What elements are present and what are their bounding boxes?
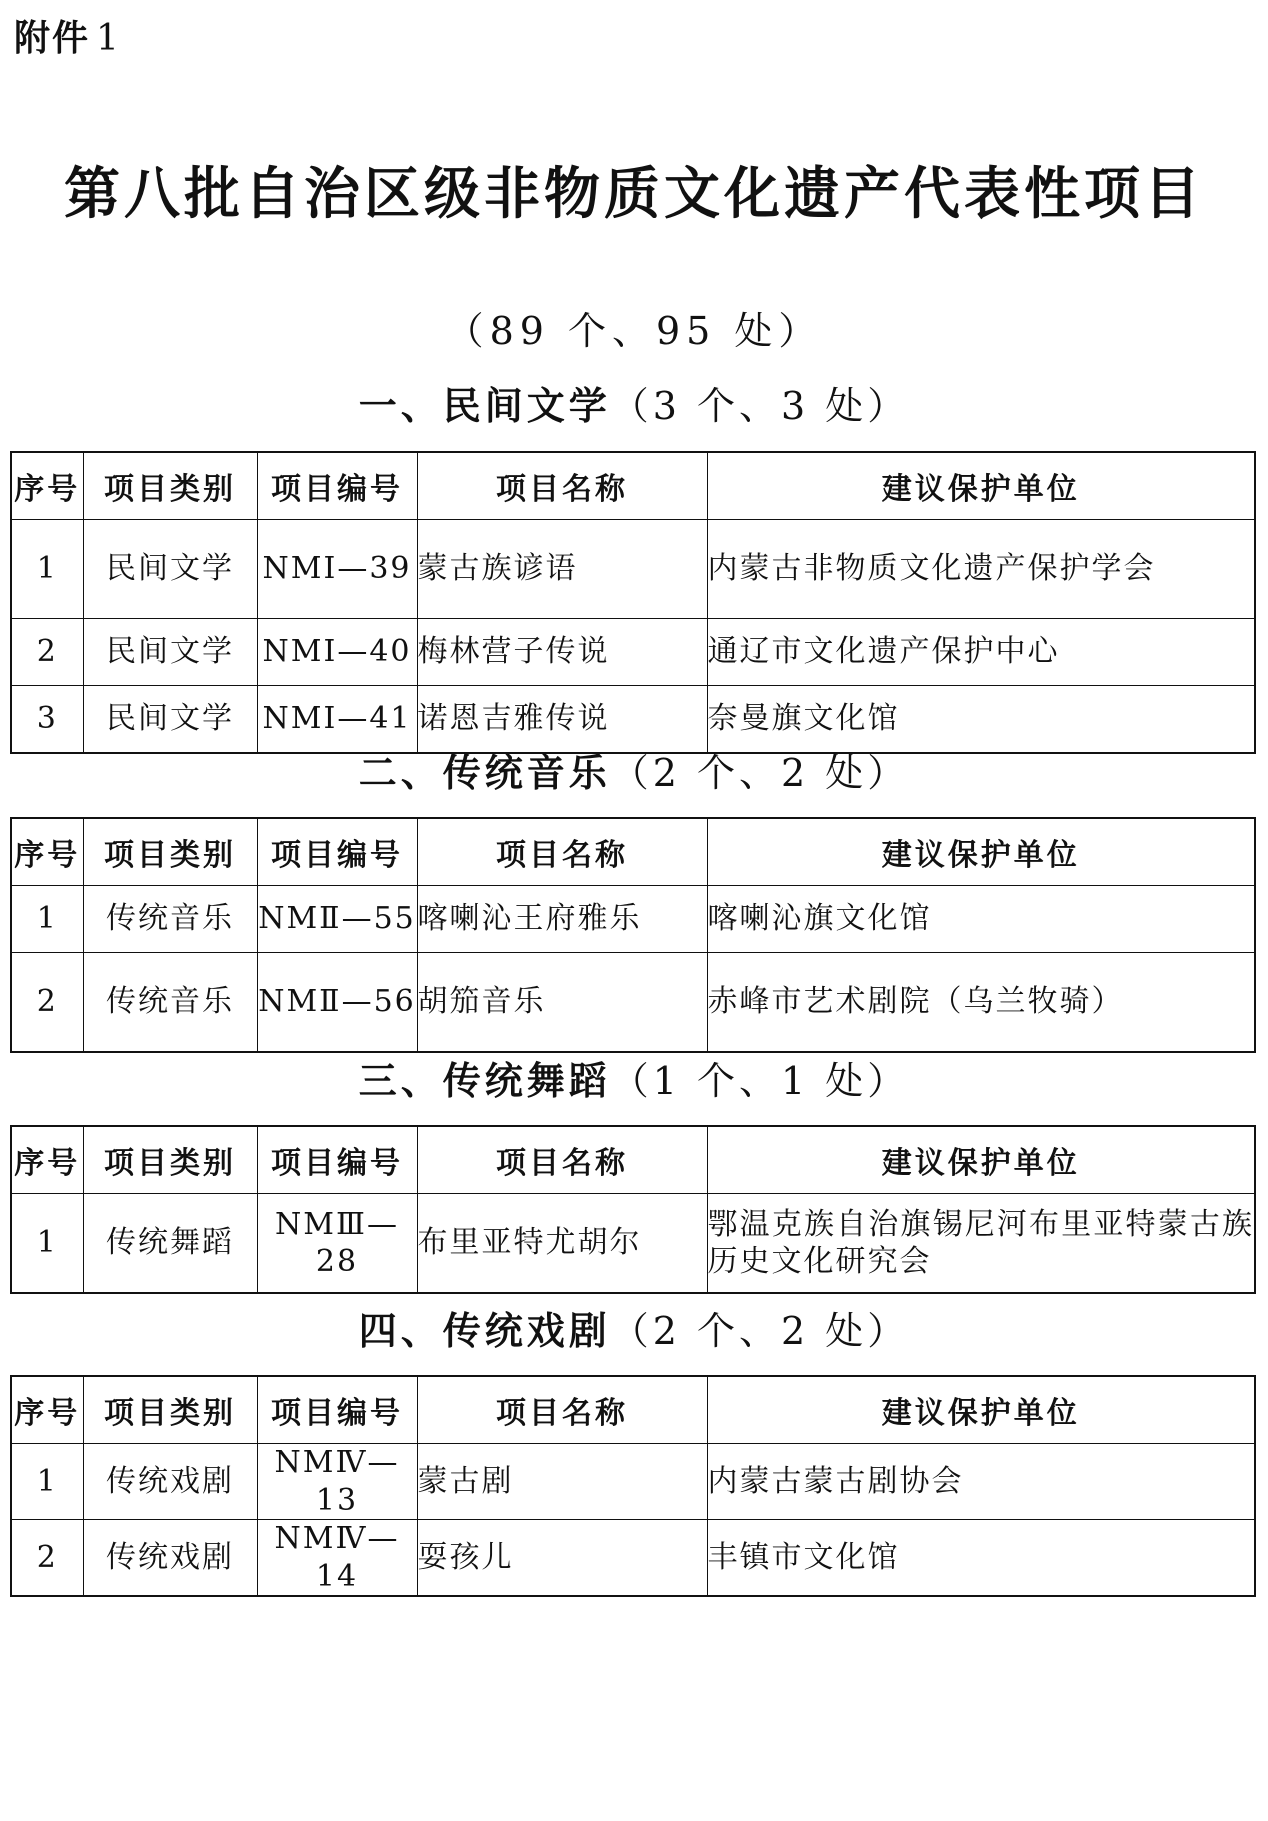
cell-code: NMⅠ—40 [257,619,417,686]
header-unit: 建议保护单位 [707,452,1255,520]
header-name: 项目名称 [417,1126,707,1194]
cell-name: 诺恩吉雅传说 [417,686,707,754]
cell-name: 胡笳音乐 [417,953,707,1053]
attachment-number: 1 [96,18,121,59]
header-seq: 序号 [11,452,83,520]
cell-name: 蒙古剧 [417,1444,707,1520]
header-unit: 建议保护单位 [707,818,1255,886]
cell-code: NMⅣ—14 [257,1520,417,1597]
cell-seq: 2 [11,1520,83,1597]
cell-category: 传统舞蹈 [83,1194,257,1294]
section-name: 一、民间文学 [358,384,611,428]
cell-code: NMⅠ—39 [257,520,417,619]
header-name: 项目名称 [417,818,707,886]
section-count: （2 个、2 处） [610,1309,910,1353]
cell-unit: 通辽市文化遗产保护中心 [707,619,1255,686]
header-seq: 序号 [11,1126,83,1194]
header-category: 项目类别 [83,452,257,520]
table-header-row [11,452,1255,520]
items-table [10,451,1256,754]
header-unit: 建议保护单位 [707,1126,1255,1194]
header-unit: 建议保护单位 [707,1376,1255,1444]
cell-unit: 内蒙古非物质文化遗产保护学会 [707,520,1255,619]
cell-category: 传统戏剧 [83,1520,257,1597]
cell-category: 民间文学 [83,520,257,619]
attachment-label: 附件 1 [14,18,121,59]
cell-code: NMⅡ—56 [257,953,417,1053]
cell-code: NMⅣ—13 [257,1444,417,1520]
table-header-row [11,818,1255,886]
cell-seq: 1 [11,520,83,619]
cell-category: 传统音乐 [83,953,257,1053]
cell-name: 蒙古族谚语 [417,520,707,619]
section-heading [0,1300,1268,1355]
header-code: 项目编号 [257,1126,417,1194]
header-seq: 序号 [11,818,83,886]
header-name: 项目名称 [417,452,707,520]
header-code: 项目编号 [257,452,417,520]
cell-seq: 1 [11,1194,83,1294]
table-row [11,1194,1255,1294]
header-code: 项目编号 [257,818,417,886]
table-row [11,953,1255,1053]
cell-seq: 3 [11,686,83,754]
cell-name: 耍孩儿 [417,1520,707,1597]
cell-unit: 喀喇沁旗文化馆 [707,886,1255,953]
section-name: 三、传统舞蹈 [358,1059,611,1103]
cell-unit: 赤峰市艺术剧院（乌兰牧骑） [707,953,1255,1053]
cell-name: 布里亚特尤胡尔 [417,1194,707,1294]
document-title: 第八批自治区级非物质文化遗产代表性项目 [64,161,1204,227]
cell-seq: 1 [11,886,83,953]
cell-unit: 鄂温克族自治旗锡尼河布里亚特蒙古族历史文化研究会 [707,1194,1255,1294]
header-category: 项目类别 [83,1376,257,1444]
cell-seq: 2 [11,953,83,1053]
cell-unit: 丰镇市文化馆 [707,1520,1255,1597]
table-row [11,619,1255,686]
items-table [10,1125,1256,1294]
document-subtitle: （89 个、95 处） [445,309,823,353]
cell-category: 民间文学 [83,686,257,754]
cell-unit: 内蒙古蒙古剧协会 [707,1444,1255,1520]
table-header-row [11,1376,1255,1444]
header-category: 项目类别 [83,1126,257,1194]
cell-code: NMⅡ—55 [257,886,417,953]
cell-category: 传统戏剧 [83,1444,257,1520]
cell-code: NMⅢ—28 [257,1194,417,1294]
header-code: 项目编号 [257,1376,417,1444]
items-table [10,1375,1256,1597]
cell-category: 传统音乐 [83,886,257,953]
table-row [11,886,1255,953]
section-heading [0,1050,1268,1105]
table-row [11,1444,1255,1520]
section-heading [0,375,1268,430]
items-table [10,817,1256,1053]
section-count: （2 个、2 处） [610,751,910,795]
table-row [11,1520,1255,1597]
section-count: （1 个、1 处） [610,1059,910,1103]
table-row [11,520,1255,619]
section-count: （3 个、3 处） [610,384,910,428]
cell-code: NMⅠ—41 [257,686,417,754]
header-name: 项目名称 [417,1376,707,1444]
cell-seq: 2 [11,619,83,686]
cell-name: 梅林营子传说 [417,619,707,686]
table-header-row [11,1126,1255,1194]
header-category: 项目类别 [83,818,257,886]
cell-name: 喀喇沁王府雅乐 [417,886,707,953]
cell-seq: 1 [11,1444,83,1520]
section-name: 二、传统音乐 [358,751,611,795]
header-seq: 序号 [11,1376,83,1444]
section-name: 四、传统戏剧 [358,1309,611,1353]
section-heading [0,742,1268,797]
cell-unit: 奈曼旗文化馆 [707,686,1255,754]
cell-category: 民间文学 [83,619,257,686]
